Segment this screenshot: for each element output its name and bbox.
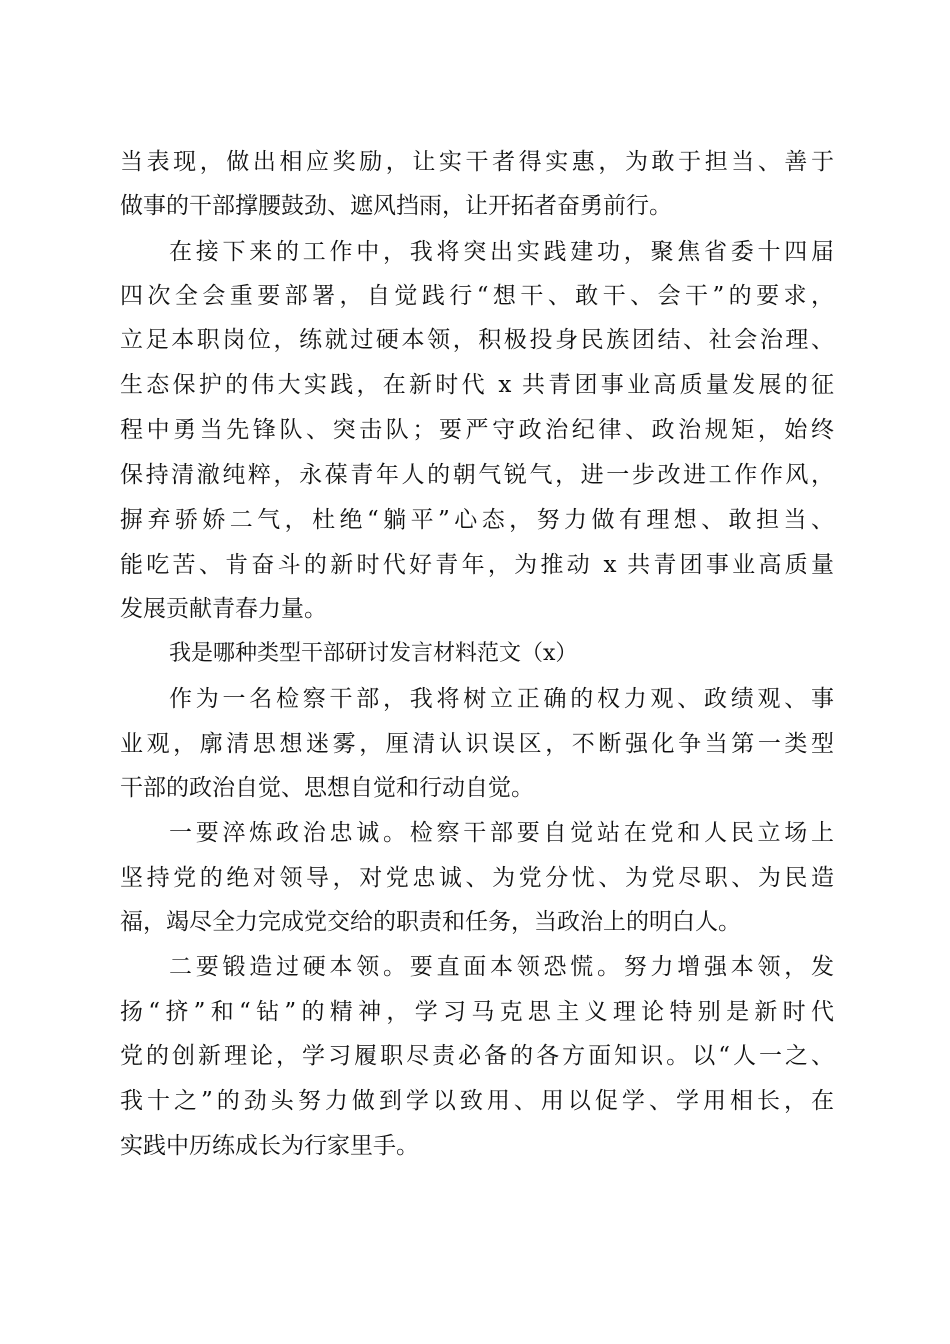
text-line: 发展贡献青春力量。 — [120, 596, 327, 622]
paragraph-first-line: 在接下来的工作中，我将突出实践建功，聚焦省委十四届 — [169, 239, 834, 265]
section-heading: 我是哪种类型干部研讨发言材料范文（x） — [169, 641, 578, 666]
text-line: 我十之”的劲头努力做到学以致用、用以促学、学用相长，在 — [120, 1088, 834, 1114]
text-line: 四次全会重要部署，自觉践行“想干、敢干、会干”的要求， — [120, 283, 834, 309]
text-line: 保持清澈纯粹，永葆青年人的朝气锐气，进一步改进工作作风， — [120, 462, 834, 488]
paragraph-first-line: 一要淬炼政治忠诚。检察干部要自觉站在党和人民立场上 — [169, 820, 834, 846]
text-line: 干部的政治自觉、思想自觉和行动自觉。 — [120, 775, 534, 801]
text-line: 当表现，做出相应奖励，让实干者得实惠，为敢于担当、善于 — [120, 149, 834, 175]
paragraph-first-line: 作为一名检察干部，我将树立正确的权力观、政绩观、事 — [169, 686, 834, 712]
text-line: 业观，廓清思想迷雾，厘清认识误区，不断强化争当第一类型 — [120, 731, 834, 757]
text-line: 能吃苦、肯奋斗的新时代好青年，为推动 x 共青团事业高质量 — [120, 552, 834, 578]
text-line: 实践中历练成长为行家里手。 — [120, 1133, 419, 1159]
text-line: 程中勇当先锋队、突击队；要严守政治纪律、政治规矩，始终 — [120, 417, 834, 443]
text-line: 做事的干部撑腰鼓劲、遮风挡雨，让开拓者奋勇前行。 — [120, 193, 672, 219]
text-line: 摒弃骄娇二气，杜绝“躺平”心态，努力做有理想、敢担当、 — [120, 507, 834, 533]
text-line: 党的创新理论，学习履职尽责必备的各方面知识。以“人一之、 — [120, 1043, 834, 1069]
text-line: 福，竭尽全力完成党交给的职责和任务，当政治上的明白人。 — [120, 909, 741, 935]
text-line: 生态保护的伟大实践，在新时代 x 共青团事业高质量发展的征 — [120, 372, 834, 398]
text-line: 坚持党的绝对领导，对党忠诚、为党分忧、为党尽职、为民造 — [120, 865, 834, 891]
paragraph-first-line: 二要锻造过硬本领。要直面本领恐慌。努力增强本领，发 — [169, 954, 834, 980]
text-line: 立足本职岗位，练就过硬本领，积极投身民族团结、社会治理、 — [120, 327, 834, 353]
text-line: 扬“挤”和“钻”的精神，学习马克思主义理论特别是新时代 — [120, 999, 834, 1025]
